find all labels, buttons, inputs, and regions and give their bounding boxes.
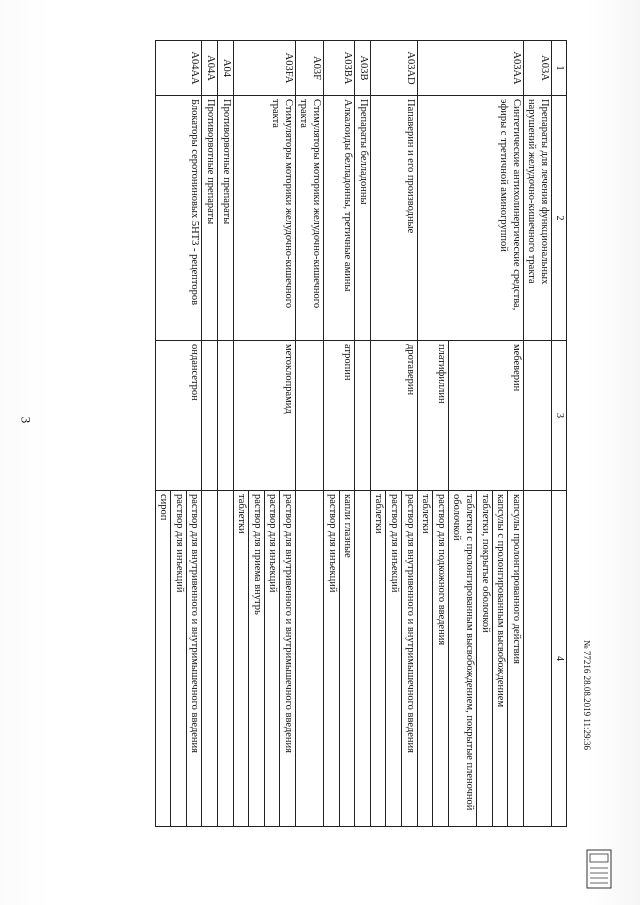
dosage-form: [523, 491, 551, 827]
atc-code: A03AD: [370, 41, 417, 96]
document-registration-footer: № 77216 28.08.2019 11:29:36: [582, 640, 592, 751]
atc-code: A03A: [523, 41, 551, 96]
header-col-4: 4: [552, 491, 567, 827]
dosage-form: раствор для подкожного введения: [433, 491, 449, 827]
atc-code: A04: [217, 41, 233, 96]
atc-code: A03FA: [233, 41, 295, 96]
atc-code: A04A: [202, 41, 218, 96]
drug-list-table: [155, 40, 567, 827]
atc-group: Алкалоиды белладонны, третичные амины: [324, 96, 355, 341]
rotated-table-container: [77, 40, 567, 826]
dosage-form: [202, 491, 218, 827]
table-row: [217, 41, 233, 827]
atc-group: Стимуляторы моторики желудочно-кишечного тракта: [295, 96, 323, 341]
dosage-form: раствор для инъекций: [386, 491, 402, 827]
atc-group: Противорвотные препараты: [202, 96, 218, 341]
table-row: [402, 41, 418, 827]
substance: метоклопрамид: [233, 341, 295, 491]
atc-group: Противорвотные препараты: [217, 96, 233, 341]
registration-stamp-icon: [585, 848, 613, 890]
atc-group: Синтетические антихолинергические средства, эфиры с третичной аминогруппой: [417, 96, 523, 341]
atc-group: Препараты для лечения функциональных нарушений желудочно-кишечного тракта: [523, 96, 551, 341]
atc-code: A03AA: [417, 41, 523, 96]
table-row: [508, 41, 524, 827]
table-row: [202, 41, 218, 827]
atc-group: Папаверин и его производные: [370, 96, 417, 341]
substance: дротаверин: [370, 341, 417, 491]
header-col-2: 2: [552, 96, 567, 341]
dosage-form: таблетки с пролонгированным высвобождением, покрытые пленочной оболочкой: [448, 491, 476, 827]
dosage-form: раствор для инъекций: [324, 491, 340, 827]
dosage-form: капсулы с пролонгированным высвобождением: [492, 491, 508, 827]
header-col-1: 1: [552, 41, 567, 96]
atc-group: Стимуляторы моторики желудочно-кишечного тракта: [233, 96, 295, 341]
dosage-form: таблетки, покрытые оболочкой: [477, 491, 493, 827]
dosage-form: сироп: [155, 491, 171, 827]
atc-group: Блокаторы серотониновых 5НТ3 - рецепторов: [155, 96, 202, 341]
dosage-form: раствор для инъекций: [171, 491, 187, 827]
page-number: 3: [18, 416, 34, 424]
table-row: [280, 41, 296, 827]
dosage-form: раствор для внутривенного и внутримышечного введения: [402, 491, 418, 827]
dosage-form: [295, 491, 323, 827]
atc-code: A03F: [295, 41, 323, 96]
table-row: [339, 41, 355, 827]
table-row: [523, 41, 551, 827]
dosage-form: таблетки: [233, 491, 249, 827]
atc-group: Препараты белладонны: [355, 96, 371, 341]
substance: ондансетрон: [155, 341, 202, 491]
atc-code: A03B: [355, 41, 371, 96]
substance: [523, 341, 551, 491]
atc-code: A04AA: [155, 41, 202, 96]
table-row: [355, 41, 371, 827]
dosage-form: раствор для приема внутрь: [249, 491, 265, 827]
table-row: [186, 41, 202, 827]
substance: [355, 341, 371, 491]
substance: платифиллин: [417, 341, 448, 491]
dosage-form: раствор для внутривенного и внутримышечного введения: [186, 491, 202, 827]
header-col-3: 3: [552, 341, 567, 491]
substance: [295, 341, 323, 491]
substance: атропин: [324, 341, 355, 491]
table-row: [295, 41, 323, 827]
dosage-form: таблетки: [370, 491, 386, 827]
dosage-form: раствор для инъекций: [264, 491, 280, 827]
substance: мебеверин: [448, 341, 523, 491]
substance: [202, 341, 218, 491]
dosage-form: раствор для внутривенного и внутримышечного введения: [280, 491, 296, 827]
atc-code: A03BA: [324, 41, 355, 96]
dosage-form: [217, 491, 233, 827]
substance: [217, 341, 233, 491]
dosage-form: [355, 491, 371, 827]
dosage-form: капсулы пролонгированного действия: [508, 491, 524, 827]
dosage-form: капли глазные: [339, 491, 355, 827]
table-header-row: [552, 41, 567, 827]
dosage-form: таблетки: [417, 491, 433, 827]
